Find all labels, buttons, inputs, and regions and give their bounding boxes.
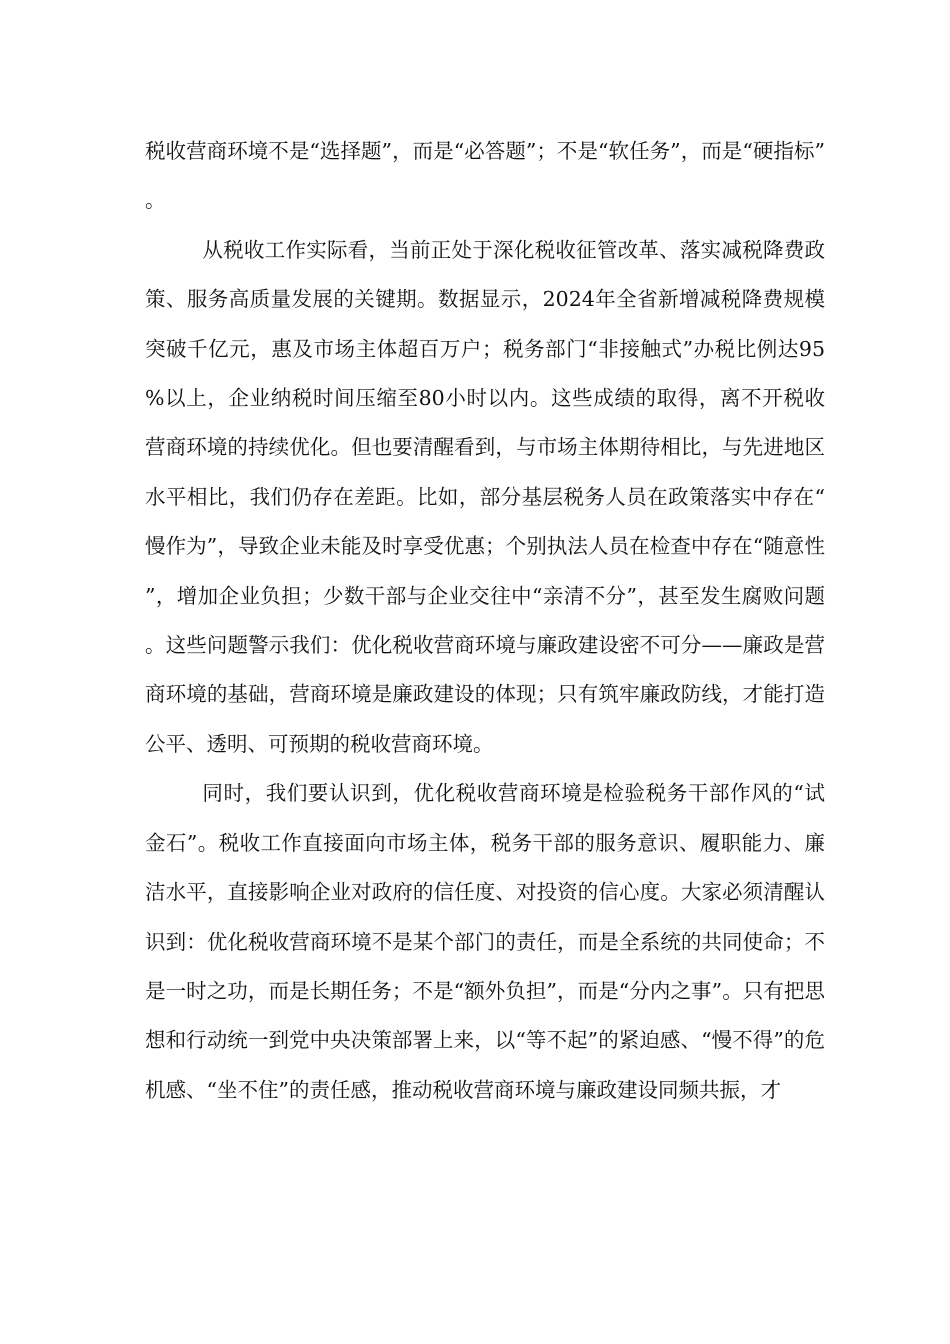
paragraph-1: 税收营商环境不是“选择题”，而是“必答题”；不是“软任务”，而是“硬指标”。 — [145, 139, 825, 213]
paragraph-2: 从税收工作实际看，当前正处于深化税收征管改革、落实减税降费政策、服务高质量发展的关键期。数据显示，2024年全省新增减税降费规模突破千亿元，惠及市场主体超百万户；税务部门“非接触式”办税比例达95%以上，企业纳税时间压缩至80小时以内。这些成绩的取得，离不开税收营商环境的持续优化。但也要清醒看到，与市场主体期待相比，与先进地区水平相比，我们仍存在差距。比如，部分基层税务人员在政策落实中存在“慢作为”，导致企业未能及时享受优惠；个别执法人员在检查中存在“随意性”，增加企业负担；少数干部与企业交往中“亲清不分”，甚至发生腐败问题。这些问题警示我们：优化税收营商环境与廉政建设密不可分——廉政是营商环境的基础，营商环境是廉政建设的体现；只有筑牢廉政防线，才能打造公平、透明、可预期的税收营商环境。 — [145, 237, 825, 756]
paragraph-3: 同时，我们要认识到，优化税收营商环境是检验税务干部作风的“试金石”。税收工作直接面向市场主体，税务干部的服务意识、履职能力、廉洁水平，直接影响企业对政府的信任度、对投资的信心度。大家必须清醒认识到：优化税收营商环境不是某个部门的责任，而是全系统的共同使命；不是一时之功，而是长期任务；不是“额外负担”，而是“分内之事”。只有把思想和行动统一到党中央决策部署上来，以“等不起”的紧迫感、“慢不得”的危机感、“坐不住”的责任感，推动税收营商环境与廉政建设同频共振，才 — [145, 781, 825, 1102]
document-body — [145, 127, 825, 1115]
